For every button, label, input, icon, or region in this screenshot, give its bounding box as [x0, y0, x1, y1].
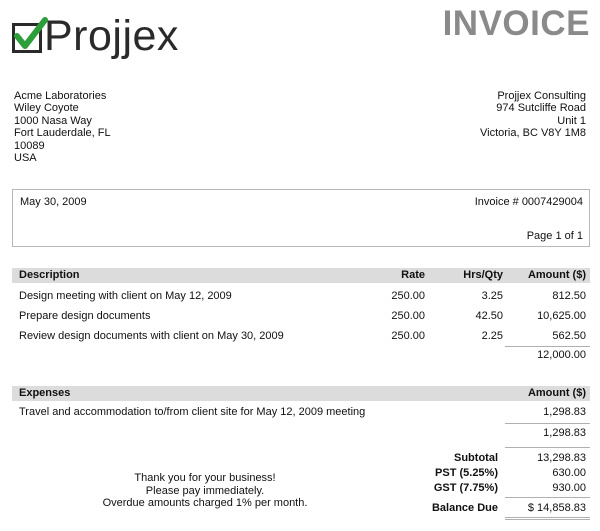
row-description: Travel and accommodation to/from client site for May 12, 2009 meeting	[19, 406, 366, 418]
thanks-line: Overdue amounts charged 1% per month.	[102, 497, 308, 509]
row-amount: 812.50	[552, 290, 586, 302]
row-qty: 42.50	[475, 310, 503, 322]
row-rate: 250.00	[391, 290, 425, 302]
row-qty: 2.25	[481, 330, 503, 342]
row-description: Prepare design documents	[19, 310, 151, 322]
col-rate: Rate	[401, 269, 425, 281]
from-line: 974 Sutcliffe Road	[496, 102, 586, 115]
col-qty: Hrs/Qty	[463, 269, 503, 281]
pst-label: PST (5.25%)	[435, 467, 498, 479]
from-line: Projjex Consulting	[497, 90, 586, 102]
bill-to-line: 1000 Nasa Way	[14, 114, 92, 127]
row-amount: 562.50	[552, 330, 586, 342]
subtotal-label: Subtotal	[454, 452, 498, 464]
gst-value: 930.00	[552, 482, 586, 494]
balance-due-value: $ 14,858.83	[527, 502, 586, 514]
from-line: Unit 1	[557, 114, 586, 127]
balance-double-underline	[505, 519, 590, 520]
row-description: Design meeting with client on May 12, 2009	[19, 290, 232, 302]
col-description: Description	[19, 269, 80, 281]
expenses-total: 1,298.83	[543, 427, 586, 439]
thank-you-note	[100, 472, 310, 510]
row-qty: 3.25	[481, 290, 503, 302]
bill-to-line: Fort Lauderdale, FL	[14, 127, 111, 140]
bill-to-line: USA	[14, 152, 37, 165]
invoice-date: May 30, 2009	[20, 196, 87, 208]
thanks-line: Thank you for your business!	[134, 472, 276, 484]
bill-to-line: 10089	[14, 139, 45, 152]
gst-label: GST (7.75%)	[433, 482, 498, 494]
row-description: Review design documents with client on May 30, 2009	[19, 330, 284, 342]
pst-value: 630.00	[552, 467, 586, 479]
row-amount: 10,625.00	[537, 310, 586, 322]
bill-to-line: Acme Laboratories	[14, 90, 107, 102]
services-total: 12,000.00	[537, 349, 586, 361]
subtotal-value: 13,298.83	[537, 452, 586, 464]
invoice-number: Invoice # 0007429004	[474, 196, 583, 208]
bill-to-line: Wiley Coyote	[14, 102, 79, 115]
page-indicator: Page 1 of 1	[526, 230, 583, 242]
col-expenses: Expenses	[19, 387, 71, 399]
thanks-line: Please pay immediately.	[145, 484, 265, 497]
invoice-title: INVOICE	[442, 4, 590, 43]
col-amount: Amount ($)	[527, 269, 586, 281]
row-rate: 250.00	[391, 310, 425, 322]
row-amount: 1,298.83	[543, 406, 586, 418]
row-rate: 250.00	[391, 330, 425, 342]
balance-divider	[505, 497, 590, 498]
col-amount: Amount ($)	[527, 387, 586, 399]
balance-underline	[505, 517, 590, 518]
balance-due-label: Balance Due	[431, 502, 498, 514]
logo-text: Projjex	[44, 12, 179, 60]
from-line: Victoria, BC V8Y 1M8	[480, 127, 586, 140]
